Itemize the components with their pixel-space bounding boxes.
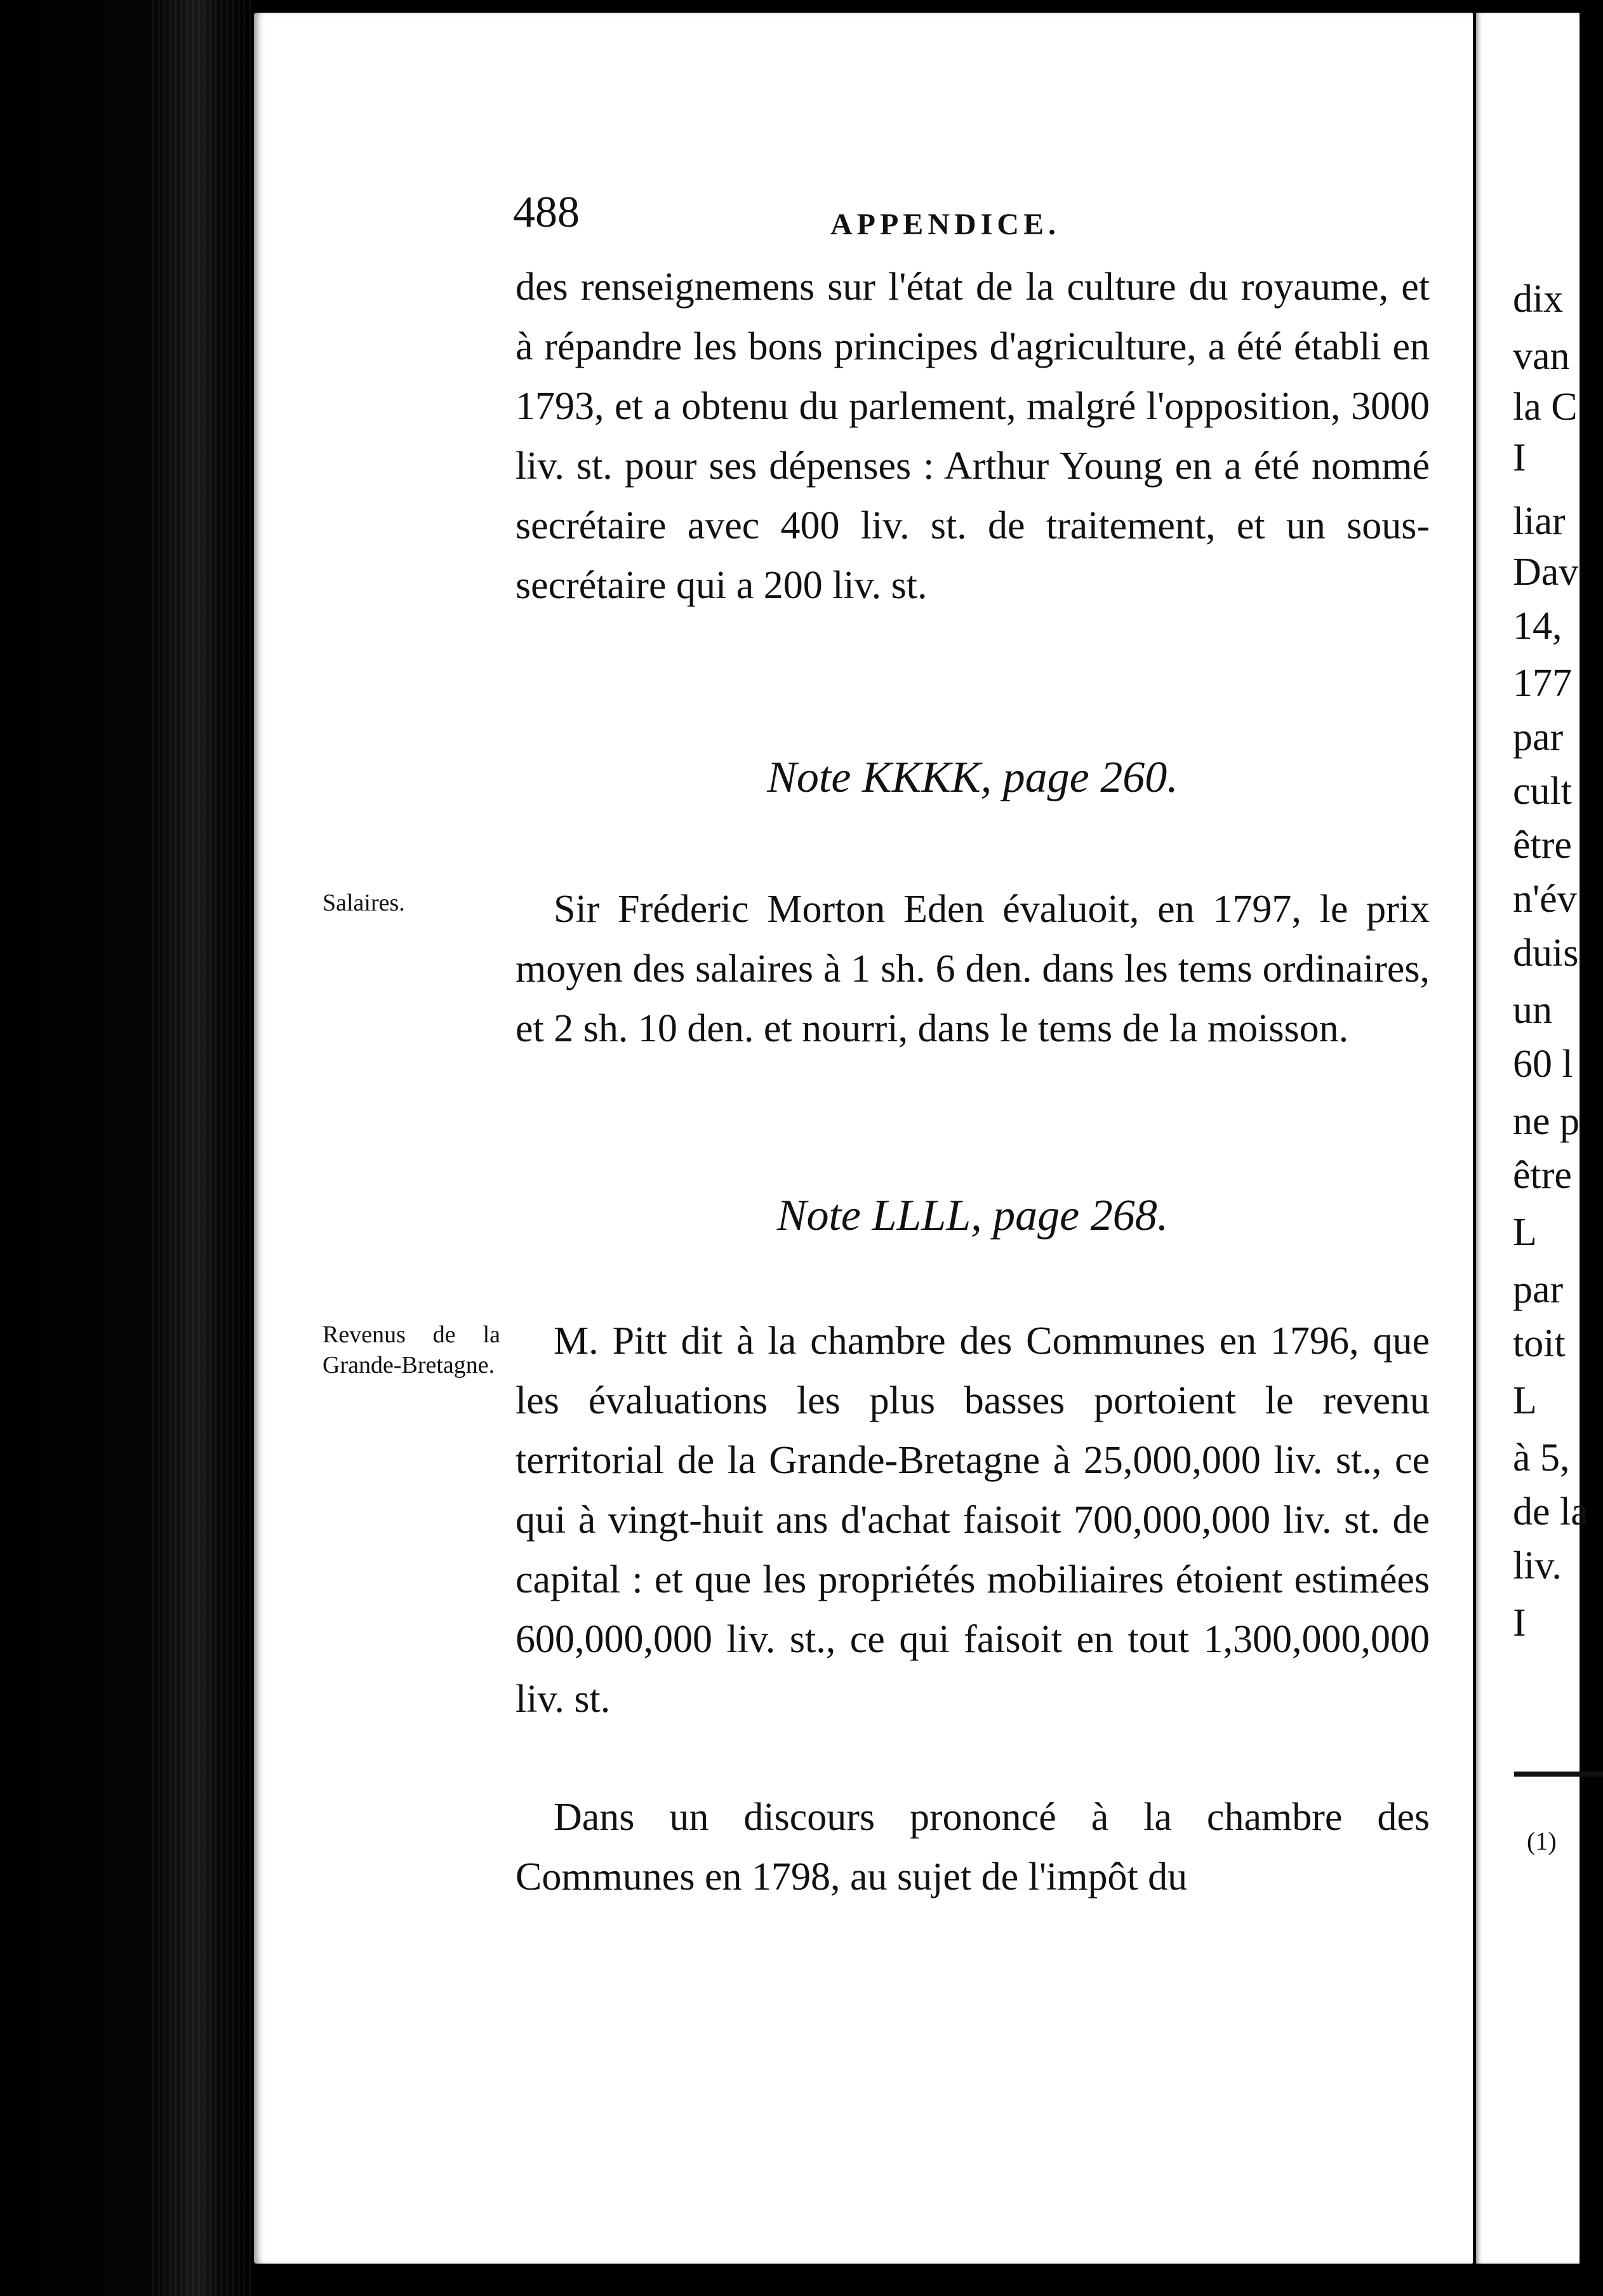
page-edges (152, 0, 254, 2296)
facing-page-line: liar (1513, 500, 1566, 543)
facing-page-line: la C (1513, 385, 1578, 429)
note-heading-llll: Note LLLL, page 268. (776, 1191, 1169, 1240)
margin-note-salaires: Salaires. (323, 890, 405, 916)
paragraph-continuation: des renseignemens sur l'état de la culture du royaume, et à répandre les bons principes d'agriculture, a été établi en 1793, et a obtenu du parlement, malgré l'opposition, 3000 liv. st. pour ses dépenses : Arthur Young en a été nommé secrétaire avec 400 liv. st. de traitement, et un sous-secrétaire qui a 200 liv. st. (515, 265, 1430, 607)
page-header (513, 190, 1427, 248)
facing-page-line: duis (1513, 931, 1579, 975)
facing-page-line: L (1513, 1379, 1537, 1422)
facing-page-line: par (1513, 716, 1564, 759)
footnote-rule (1514, 1772, 1603, 1777)
facing-page-line: liv. (1513, 1544, 1562, 1587)
facing-page-line: cult (1513, 770, 1572, 813)
facing-page-line: I (1513, 436, 1526, 479)
facing-page-line: de la (1513, 1490, 1588, 1533)
facing-page-line: L (1513, 1211, 1537, 1254)
facing-page-line: dix (1513, 277, 1564, 321)
facing-page-line: être (1513, 1154, 1572, 1197)
facing-page-line: van (1513, 335, 1570, 378)
margin-note-revenus: Revenus de la Grande-Bretagne. (323, 1321, 500, 1378)
facing-page-line: toit (1513, 1322, 1566, 1365)
paragraph-revenus: M. Pitt dit à la chambre des Communes en 1796, que les évaluations les plus basses portoient le revenu territorial de la Grande-Bretagne à 25,000,000 liv. st., ce qui à vingt-huit ans d'achat faisoit 700,000,000 liv. st. de capital : et que les propriétés mobiliaires étoient estimées 600,000,000 liv. st., ce qui faisoit en tout 1,300,000,000 liv. st. (515, 1319, 1430, 1721)
facing-page-line: un (1513, 989, 1552, 1032)
running-head: APPENDICE. (830, 208, 1061, 241)
page-number: 488 (513, 188, 580, 237)
facing-page-line: à 5, (1513, 1436, 1570, 1479)
facing-page-line: Dav (1513, 551, 1579, 594)
facing-page-line: 177 (1513, 662, 1572, 705)
facing-page-line: 60 l (1513, 1043, 1573, 1086)
facing-page (1476, 13, 1588, 2264)
facing-footnote-marker: (1) (1527, 1827, 1557, 1855)
facing-page-line: I (1513, 1601, 1526, 1645)
paragraph-discours: Dans un discours prononcé à la chambre des Communes en 1798, au sujet de l'impôt du (515, 1796, 1430, 1899)
facing-page-line: être (1513, 824, 1572, 867)
facing-page-line: ne p (1513, 1100, 1580, 1143)
facing-page-line: n'év (1513, 878, 1577, 921)
facing-page-line: par (1513, 1268, 1564, 1311)
paragraph-salaires: Sir Fréderic Morton Eden évaluoit, en 1797, le prix moyen des salaires à 1 sh. 6 den. dans les tems ordinaires, et 2 sh. 10 den. et nourri, dans le tems de la moisson. (515, 888, 1430, 1050)
facing-page-line: 14, (1513, 604, 1562, 648)
note-heading-kkkk: Note KKKK, page 260. (767, 753, 1178, 802)
